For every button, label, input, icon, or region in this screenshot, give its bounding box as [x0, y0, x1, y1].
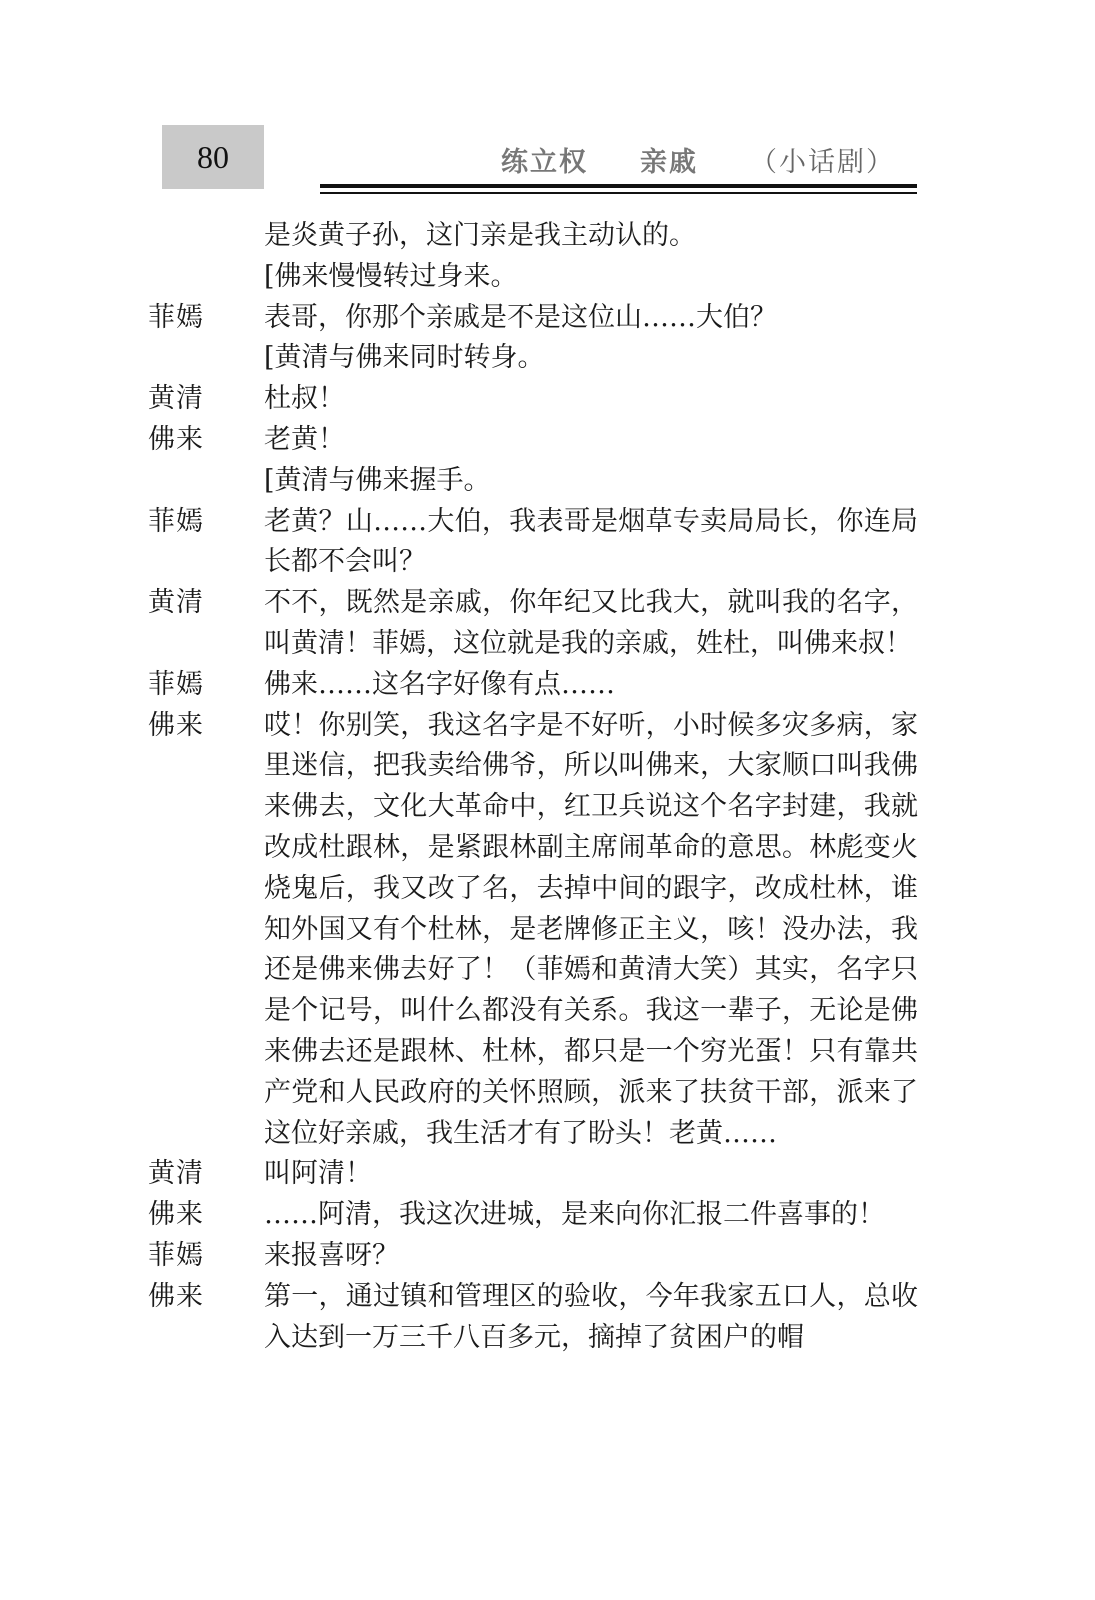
page-number: [162, 125, 264, 189]
script-body: [148, 216, 918, 1358]
speaker-name: 黄清: [148, 1158, 204, 1190]
speaker-name: 菲嫣: [148, 668, 204, 700]
script-line: [148, 379, 918, 420]
script-line: [148, 216, 918, 257]
header-rule-thin: [320, 192, 917, 194]
dialogue-text: 是炎黄子孙，这门亲是我主动认的。: [264, 220, 696, 251]
script-line: [148, 1236, 918, 1277]
speaker-name: 佛来: [148, 423, 204, 455]
dialogue-text: [佛来慢慢转过身来。: [264, 260, 518, 292]
header-rule-thick: [320, 184, 917, 188]
dialogue-text: 哎！你别笑，我这名字是不好听，小时候多灾多病，家里迷信，把我卖给佛爷，所以叫佛来，大家顺口叫我佛来佛去，文化大革命中，红卫兵说这个名字封建，我就改成杜跟林，是紧跟林副主席闹革命的意思。林彪变火烧鬼后，我又改了名，去掉中间的跟字，改成杜林，谁知外国又有个杜林，是老牌修正主义，咳！没办法，我还是佛来佛去好了！（菲嫣和黄清大笑）其实，名字只是个记号，叫什么都没有关系。我这一辈子，无论是佛来佛去还是跟林、杜林，都只是一个穷光蛋！只有靠共产党和人民政府的关怀照顾，派来了扶贫干部，派来了这位好亲戚，我生活才有了盼头！老黄……: [264, 709, 918, 1149]
stage-direction: [148, 257, 918, 298]
running-header: [501, 140, 895, 179]
script-line: [148, 1154, 918, 1195]
speaker-name: 菲嫣: [148, 505, 204, 537]
page-number-text: 80: [197, 138, 229, 175]
header-author: 练立权: [501, 147, 588, 178]
dialogue-text: ……阿清，我这次进城，是来向你汇报二件喜事的！: [264, 1199, 885, 1231]
script-line: [148, 420, 918, 461]
speaker-name: 菲嫣: [148, 301, 204, 333]
script-line: [148, 583, 918, 665]
header-title: 亲戚: [640, 147, 698, 178]
dialogue-text: 老黄！: [264, 423, 345, 455]
script-line: [148, 665, 918, 706]
dialogue-text: 杜叔！: [264, 383, 345, 415]
dialogue-text: 老黄？山……大伯，我表哥是烟草专卖局局长，你连局长都不会叫？: [264, 505, 918, 578]
stage-direction: [148, 338, 918, 379]
speaker-name: 佛来: [148, 709, 204, 741]
script-line: [148, 1195, 918, 1236]
dialogue-text: [黄清与佛来同时转身。: [264, 342, 545, 374]
stage-direction: [148, 461, 918, 502]
speaker-name: 佛来: [148, 1199, 204, 1231]
header-genre: （小话剧）: [750, 147, 895, 178]
dialogue-text: 表哥，你那个亲戚是不是这位山……大伯？: [264, 301, 777, 333]
dialogue-text: [黄清与佛来握手。: [264, 464, 491, 496]
script-line: [148, 706, 918, 1155]
script-line: [148, 298, 918, 339]
speaker-name: 佛来: [148, 1280, 204, 1312]
dialogue-text: 不不，既然是亲戚，你年纪又比我大，就叫我的名字，叫黄清！菲嫣，这位就是我的亲戚，姓杜，叫佛来叔！: [264, 587, 918, 659]
script-line: [148, 1277, 918, 1359]
dialogue-text: 叫阿清！: [264, 1158, 372, 1190]
script-line: [148, 502, 918, 584]
dialogue-text: 来报喜呀？: [264, 1239, 399, 1271]
dialogue-text: 佛来……这名字好像有点……: [264, 668, 615, 700]
speaker-name: 黄清: [148, 587, 204, 619]
speaker-name: 黄清: [148, 383, 204, 415]
speaker-name: 菲嫣: [148, 1239, 204, 1271]
dialogue-text: 第一，通过镇和管理区的验收，今年我家五口人，总收入达到一万三千八百多元，摘掉了贫困户的帽: [264, 1280, 918, 1353]
